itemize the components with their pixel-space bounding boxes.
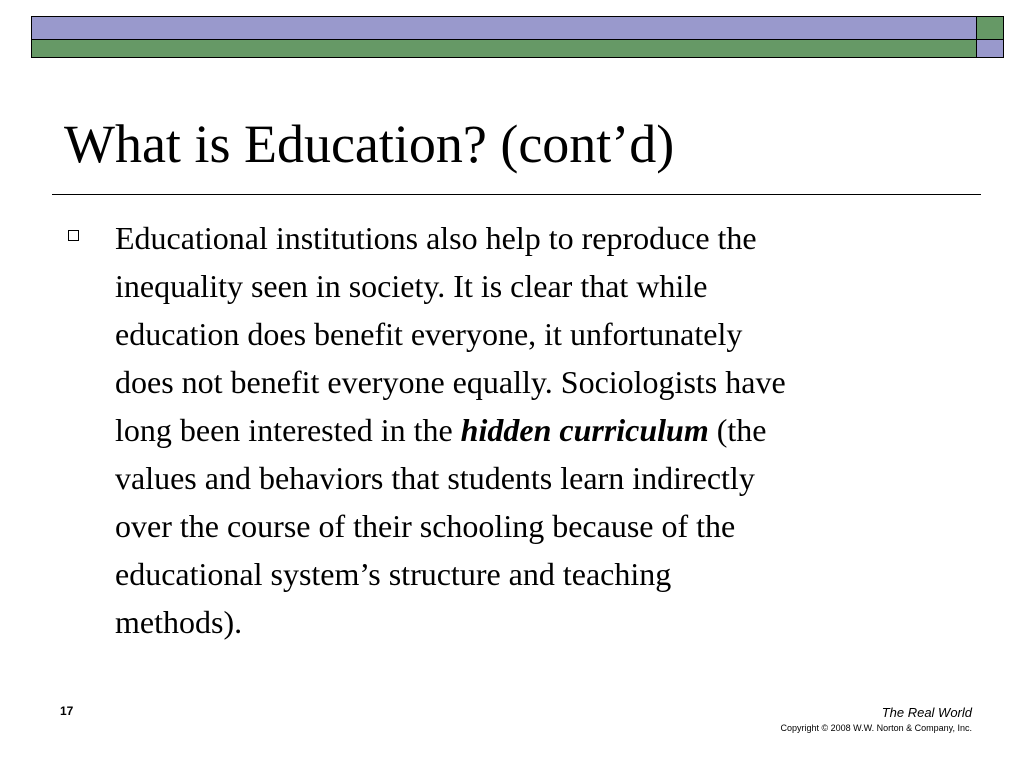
book-title: The Real World [881, 705, 972, 720]
paragraph-line: educational system’s structure and teaching [115, 556, 672, 592]
hollow-square-bullet-icon [68, 230, 79, 241]
paragraph-line: methods). [115, 604, 243, 640]
paragraph-text: (the [708, 412, 767, 448]
title-divider [52, 194, 981, 195]
slide-title: What is Education? (cont’d) [64, 114, 675, 174]
header-band-green [31, 40, 977, 58]
paragraph-line: education does benefit everyone, it unfortunately [115, 316, 743, 352]
paragraph-line: values and behaviors that students learn indirectly [115, 460, 755, 496]
paragraph-line [115, 406, 965, 454]
paragraph-text: long been interested in the [115, 412, 461, 448]
slide-number: 17 [60, 704, 74, 718]
footer-credits [780, 705, 972, 735]
paragraph-line: does not benefit everyone equally. Sociologists have [115, 364, 786, 400]
paragraph-line: Educational institutions also help to reproduce the [115, 220, 757, 256]
paragraph-line: inequality seen in society. It is clear that while [115, 268, 708, 304]
header-corner-purple [977, 40, 1004, 58]
header-corner-green [977, 16, 1004, 40]
hidden-curriculum-term: hidden curriculum [460, 412, 709, 448]
header-band-purple [31, 16, 977, 40]
paragraph-line: over the course of their schooling because of the [115, 508, 736, 544]
copyright-notice: Copyright © 2008 W.W. Norton & Company, Inc. [780, 723, 972, 733]
bullet-paragraph [115, 214, 965, 646]
